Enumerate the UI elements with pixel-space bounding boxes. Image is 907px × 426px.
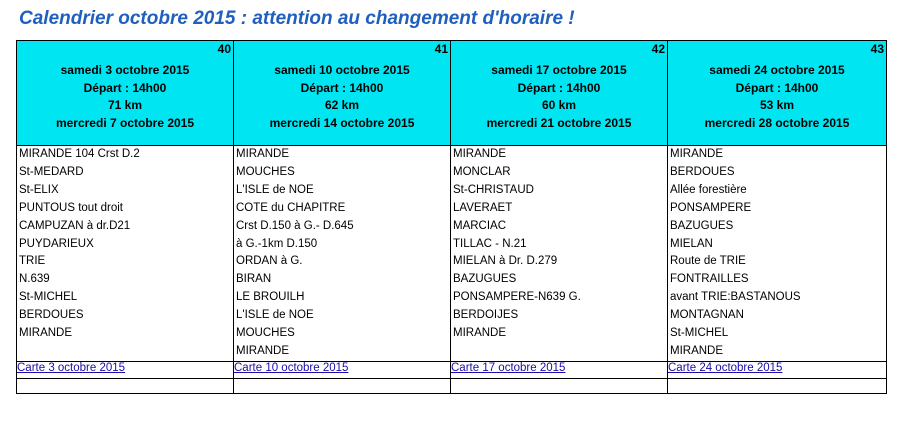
ride-weekday-date: mercredi 14 octobre 2015: [269, 115, 415, 130]
route-stop: MIELAN à Dr. D.279: [453, 255, 558, 268]
ride-departure: Départ : 14h00: [300, 80, 384, 95]
route-stop: MIRANDE: [19, 327, 73, 340]
route-stop: PONSAMPERE: [670, 201, 752, 214]
route-stop: St-CHRISTAUD: [453, 183, 534, 196]
ride-header-0: [17, 41, 234, 146]
calendar-table: [16, 40, 887, 394]
map-link-oct-3[interactable]: Carte 3 octobre 2015: [17, 362, 126, 374]
route-stop: PUNTOUS tout droit: [19, 201, 123, 214]
ride-distance: 71 km: [107, 98, 143, 112]
route-stop: MIRANDE: [670, 344, 724, 357]
link-cell-2: [451, 362, 668, 379]
link-row: [17, 362, 887, 379]
route-stop: BAZUGUES: [670, 219, 734, 232]
route-stop: MONTAGNAN: [670, 309, 744, 322]
route-stop: Route de TRIE: [670, 255, 746, 268]
ride-header-2: [451, 41, 668, 146]
ride-weekday-date: mercredi 21 octobre 2015: [486, 115, 632, 130]
route-stop: MOUCHES: [236, 327, 295, 340]
route-stop: COTE du CHAPITRE: [236, 201, 346, 214]
ride-date: samedi 3 octobre 2015: [60, 63, 190, 77]
route-stop: L'ISLE de NOE: [236, 309, 314, 322]
map-link-oct-10[interactable]: Carte 10 octobre 2015: [234, 362, 349, 374]
week-number: 42: [651, 42, 665, 56]
ride-weekday-date: mercredi 7 octobre 2015: [55, 115, 195, 130]
route-stop: MIRANDE 104 Crst D.2: [19, 148, 140, 160]
link-cell-1: [234, 362, 451, 379]
link-cell-0: [17, 362, 234, 379]
route-stop: St-MICHEL: [19, 291, 78, 304]
route-stop: TRIE: [19, 255, 46, 268]
route-stop: CAMPUZAN à dr.D21: [19, 219, 131, 232]
route-list-3: [668, 146, 887, 362]
route-stop: L'ISLE de NOE: [236, 183, 314, 196]
page-title: Calendrier octobre 2015 : attention au changement d'horaire !: [19, 8, 575, 29]
ride-date: samedi 10 octobre 2015: [274, 63, 410, 77]
link-cell-3: [668, 362, 887, 379]
route-stop: TILLAC - N.21: [453, 237, 527, 250]
route-stop: avant TRIE:BASTANOUS: [670, 291, 801, 304]
route-stop: Allée forestière: [670, 183, 747, 196]
ride-date: samedi 24 octobre 2015: [709, 63, 845, 77]
route-stop: St-ELIX: [19, 183, 59, 196]
route-stop: St-MICHEL: [670, 327, 729, 340]
route-stop: MARCIAC: [453, 219, 507, 232]
route-stop: PONSAMPERE-N639 G.: [453, 291, 581, 304]
ride-header-1: [234, 41, 451, 146]
route-stop: MIRANDE: [236, 148, 290, 160]
empty-cell: [668, 379, 887, 394]
route-list-2: [451, 146, 668, 362]
route-stop: MIRANDE: [453, 327, 507, 340]
map-link-oct-17[interactable]: Carte 17 octobre 2015: [451, 362, 566, 374]
empty-row: [17, 379, 887, 394]
ride-header-3: [668, 41, 887, 146]
route-stop: LE BROUILH: [236, 291, 305, 304]
route-list-1: [234, 146, 451, 362]
ride-departure: Départ : 14h00: [735, 80, 819, 95]
route-stop: BERDOIJES: [453, 309, 519, 322]
route-stop: MIRANDE: [453, 148, 507, 160]
route-stop: FONTRAILLES: [670, 273, 749, 286]
ride-departure: Départ : 14h00: [83, 80, 167, 95]
ride-weekday-date: mercredi 28 octobre 2015: [704, 115, 850, 130]
route-stop: St-MEDARD: [19, 165, 84, 178]
route-stop: BAZUGUES: [453, 273, 517, 286]
route-stop: BIRAN: [236, 273, 272, 286]
route-stop: ORDAN à G.: [236, 255, 303, 268]
route-stop: MIRANDE: [236, 344, 290, 357]
map-link-oct-24[interactable]: Carte 24 octobre 2015: [668, 362, 783, 374]
route-stop: à G.-1km D.150: [236, 237, 318, 250]
empty-cell: [17, 379, 234, 394]
ride-date: samedi 17 octobre 2015: [491, 63, 627, 77]
route-stop: BERDOUES: [670, 165, 735, 178]
route-stop: Crst D.150 à G.- D.645: [236, 219, 354, 232]
route-list-0: [17, 146, 234, 362]
route-stop: MOUCHES: [236, 165, 295, 178]
week-number: 41: [434, 42, 448, 56]
ride-distance: 62 km: [324, 98, 360, 112]
route-stop: PUYDARIEUX: [19, 237, 94, 250]
empty-cell: [234, 379, 451, 394]
route-stop: BERDOUES: [19, 309, 84, 322]
week-number: 43: [870, 42, 884, 56]
route-stop: MIELAN: [670, 237, 713, 250]
route-stop: MIRANDE: [670, 148, 724, 160]
route-stop: N.639: [19, 273, 50, 286]
route-stop: LAVERAET: [453, 201, 513, 214]
empty-cell: [451, 379, 668, 394]
route-row: [17, 146, 887, 362]
ride-departure: Départ : 14h00: [517, 80, 601, 95]
route-stop: MONCLAR: [453, 165, 511, 178]
week-number: 40: [217, 42, 231, 56]
ride-distance: 53 km: [759, 98, 795, 112]
header-row: [17, 41, 887, 146]
ride-distance: 60 km: [541, 98, 577, 112]
